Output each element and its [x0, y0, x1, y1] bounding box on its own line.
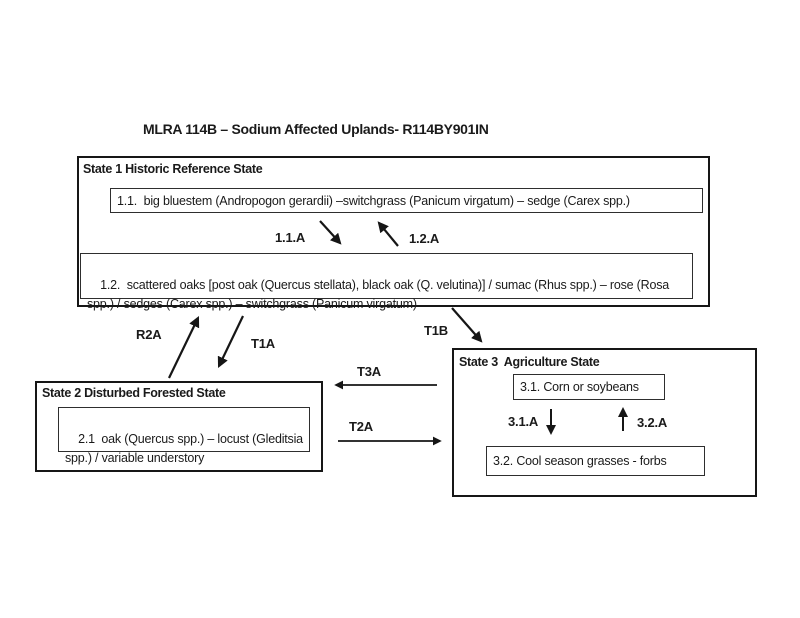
- pathway-label-1-2-A: 1.2.A: [409, 231, 440, 246]
- community-1-2-box: [80, 253, 693, 311]
- pathway-label-T3A: T3A: [357, 364, 381, 379]
- pathway-arrow-T1A: [219, 316, 243, 366]
- pathway-label-3-1-A: 3.1.A: [508, 414, 539, 429]
- pathway-label-T1A: T1A: [251, 336, 275, 351]
- pathway-label-T2A: T2A: [349, 419, 373, 434]
- pathway-arrow-T1B: [452, 308, 481, 341]
- pathway-label-R2A: R2A: [136, 327, 162, 342]
- community-1-1-text: 1.1. big bluestem (Andropogon gerardii) –switchgrass (Panicum virgatum) – sedge (Carex spp.): [117, 193, 630, 208]
- community-3-1-box: [513, 374, 665, 400]
- community-2-1-text: 2.1 oak (Quercus spp.) – locust (Gleditsia spp.) / variable understory: [65, 432, 307, 465]
- community-3-2-text: 3.2. Cool season grasses - forbs: [493, 454, 667, 468]
- community-3-2-box: [486, 446, 705, 476]
- state2-label: State 2 Disturbed Forested State: [42, 386, 226, 400]
- pathway-label-3-2-A: 3.2.A: [637, 415, 668, 430]
- community-1-1-box: [110, 188, 703, 213]
- state1-label: State 1 Historic Reference State: [83, 162, 263, 176]
- pathway-arrow-R2A: [169, 318, 198, 378]
- diagram-title: MLRA 114B – Sodium Affected Uplands- R114BY901IN: [143, 121, 489, 137]
- community-3-1-text: 3.1. Corn or soybeans: [520, 380, 639, 394]
- pathway-label-1-1-A: 1.1.A: [275, 230, 306, 245]
- community-2-1-box: [58, 407, 310, 465]
- pathway-label-T1B: T1B: [424, 323, 448, 338]
- community-1-2-text: 1.2. scattered oaks [post oak (Quercus stellata), black oak (Q. velutina)] / sumac (Rhus spp.) – rose (Rosa spp.) / sedges (Carex spp.) – switchgrass (Panicum virgatum): [87, 278, 673, 311]
- state3-label: State 3 Agriculture State: [459, 355, 600, 369]
